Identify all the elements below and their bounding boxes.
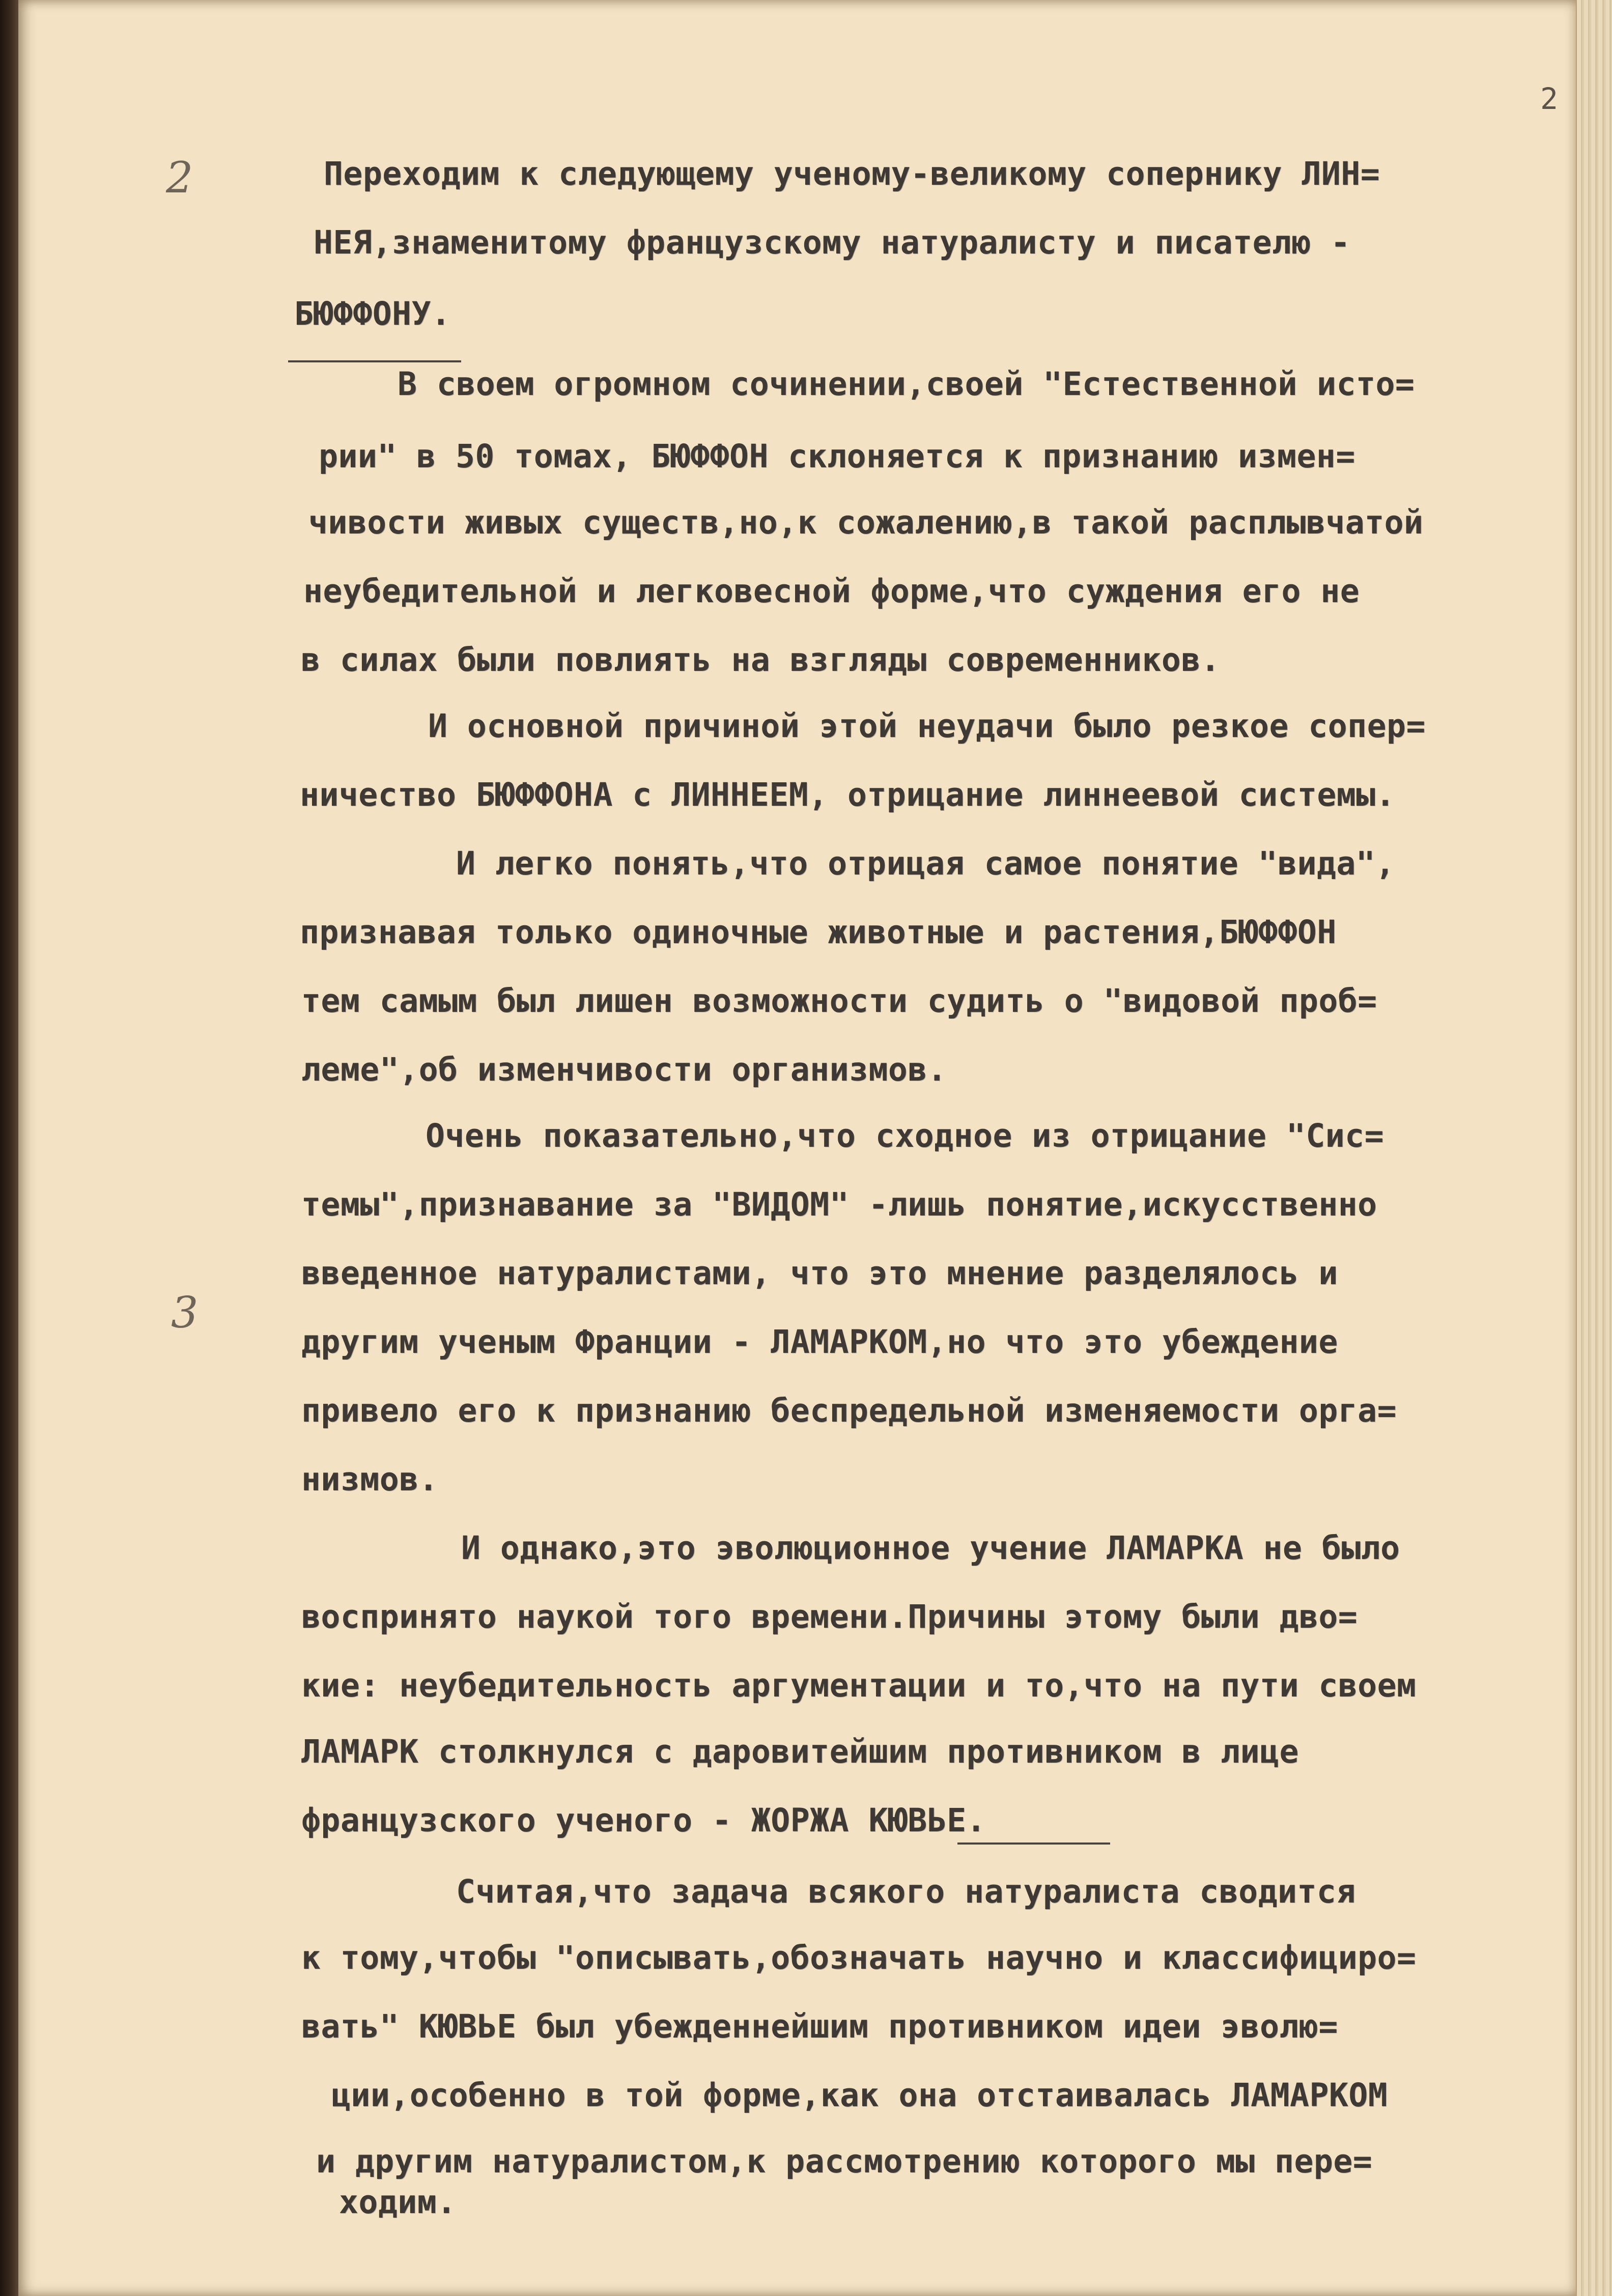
text-line: введенное натуралистами, что это мнение разделялось и [301, 1255, 1338, 1292]
document-page [18, 0, 1576, 2296]
text-line: БЮФФОНУ. [294, 295, 451, 332]
text-line: И легко понять,что отрицая самое понятие "вида", [456, 845, 1395, 882]
text-line: Очень показательно,что сходное из отрицание "Сис= [426, 1117, 1384, 1154]
text-line: неубедительной и легковесной форме,что суждения его не [303, 573, 1360, 610]
binder-edge [0, 0, 18, 2296]
text-line: кие: неубедительность аргументации и то,что на пути своем [301, 1667, 1417, 1704]
text-line: привело его к признанию беспредельной изменяемости орга= [301, 1392, 1397, 1429]
text-line: признавая только одиночные животные и растения,БЮФФОН [300, 914, 1337, 951]
text-line: НЕЯ,знаменитому французскому натуралисту и писателю - [314, 224, 1350, 261]
text-line: чивости живых существ,но,к сожалению,в такой расплывчатой [308, 504, 1424, 541]
text-line: ции,особенно в той форме,как она отстаивалась ЛАМАРКОМ [331, 2077, 1388, 2114]
text-line: другим ученым Франции - ЛАМАРКОМ,но что это убеждение [301, 1323, 1338, 1360]
text-line: ничество БЮФФОНА с ЛИННЕЕМ, отрицание линнеевой системы. [300, 776, 1396, 813]
text-line: В своем огромном сочинении,своей "Естественной исто= [398, 365, 1415, 403]
text-line: к тому,чтобы "описывать,обозначать научно и классифициро= [301, 1939, 1417, 1976]
margin-number: 2 [166, 153, 193, 203]
text-underline [288, 360, 461, 362]
margin-number: 3 [171, 1288, 199, 1338]
text-line: французского ученого - ЖОРЖА КЮВЬЕ. [301, 1802, 986, 1839]
text-line: И однако,это эволюционное учение ЛАМАРКА не было [461, 1529, 1400, 1567]
text-line: темы",признавание за "ВИДОМ" -лишь понятие,искусственно [301, 1186, 1377, 1223]
text-line: И основной причиной этой неудачи было резкое сопер= [428, 707, 1426, 745]
text-line: воспринято наукой того времени.Причины этому были дво= [301, 1598, 1358, 1635]
text-line: тем самым был лишен возможности судить о "видовой проб= [301, 982, 1377, 1019]
text-line: ЛАМАРК столкнулся с даровитейшим противником в лице [301, 1733, 1299, 1770]
text-line: и другим натуралистом,к рассмотрению которого мы пере= [316, 2143, 1373, 2180]
text-line: рии" в 50 томах, БЮФФОН склоняется к признанию измен= [319, 438, 1355, 475]
page-number: 2 [1540, 81, 1558, 116]
text-line: вать" КЮВЬЕ был убежденнейшим противником идеи эволю= [301, 2008, 1338, 2045]
text-line: низмов. [301, 1461, 439, 1498]
text-line: леме",об изменчивости организмов. [301, 1051, 947, 1088]
text-line: Переходим к следующему ученому-великому сопернику ЛИН= [324, 155, 1380, 192]
text-underline [957, 1843, 1110, 1845]
text-line: в силах были повлиять на взгляды современников. [301, 641, 1221, 678]
text-line: ходим. [339, 2184, 457, 2221]
text-line: Считая,что задача всякого натуралиста сводится [456, 1873, 1356, 1910]
page-stack-edge [1576, 0, 1612, 2296]
